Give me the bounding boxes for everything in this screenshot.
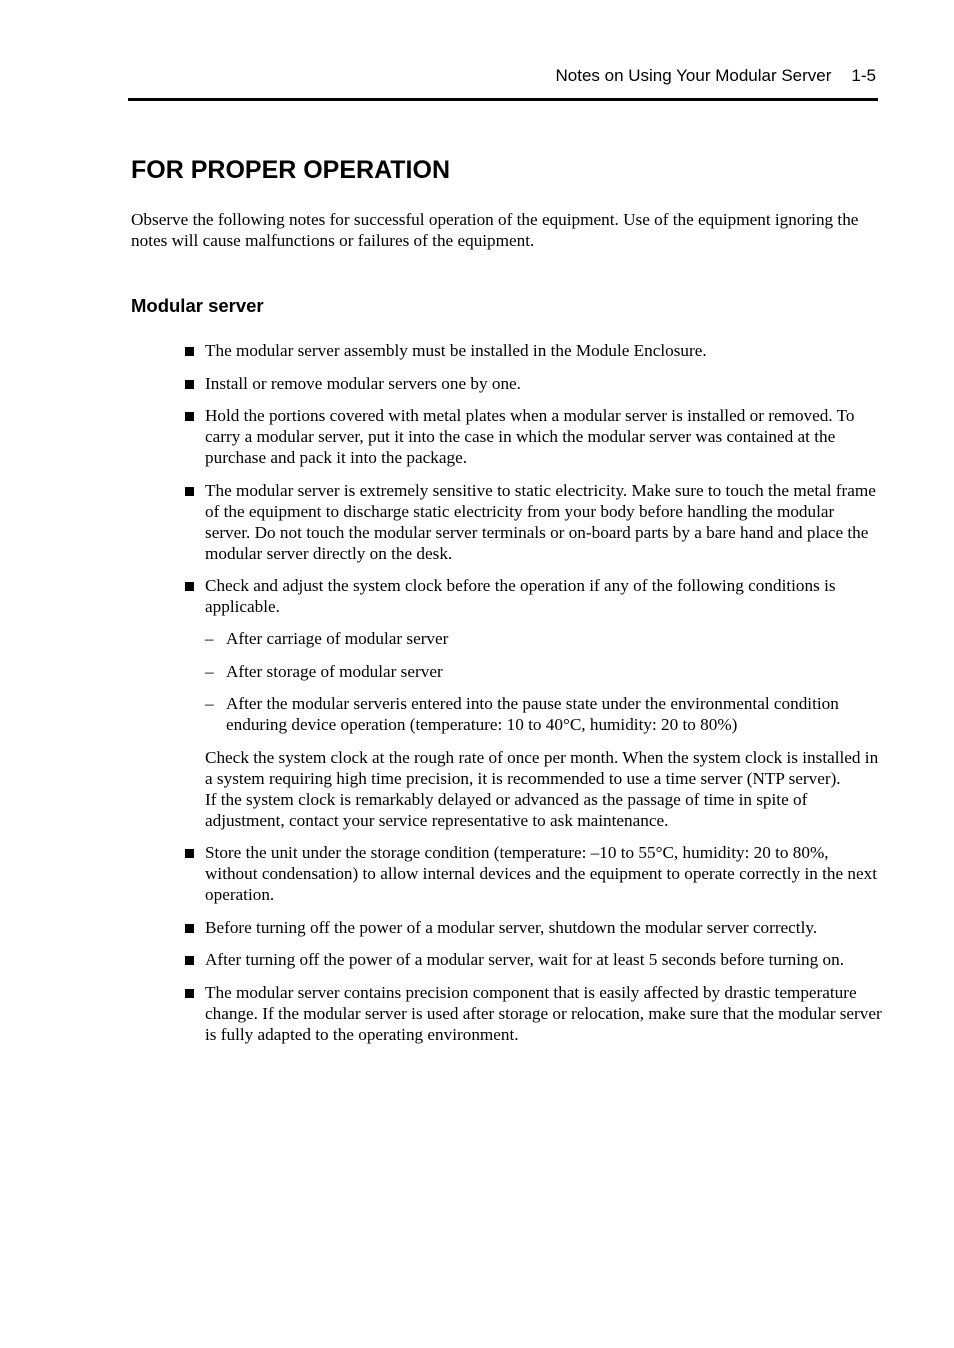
dash-bullet-icon: – [205, 661, 214, 681]
sublist-item-text: After the modular serveris entered into the pause state under the environmental condition enduring device operation (temperature: 10 to 40°C, humidity: 20 to 80%) [226, 694, 839, 734]
header-title: Notes on Using Your Modular Server [555, 66, 832, 85]
sublist-item [205, 628, 883, 649]
list-item-text: Store the unit under the storage condition (temperature: –10 to 55°C, humidity: 20 to 80%, without condensation) to allow internal devices and the equipment to operate correctly in the next operation. [205, 843, 878, 904]
list-item-text: The modular server contains precision component that is easily affected by drastic temperature change. If the modular server is used after storage or relocation, make sure that the modular server is fully adapted to the operating environment. [205, 982, 882, 1044]
list-item-text: Check and adjust the system clock before the operation if any of the following conditions is applicable. [205, 576, 836, 616]
square-bullet-icon [185, 582, 194, 591]
subsection-title: Modular server [131, 295, 264, 316]
sublist-item [205, 661, 883, 682]
page-number: 1-5 [851, 66, 876, 85]
square-bullet-icon [185, 380, 194, 389]
notes-list [183, 340, 883, 1056]
list-item [183, 480, 883, 564]
list-item [183, 917, 883, 938]
square-bullet-icon [185, 347, 194, 356]
square-bullet-icon [185, 924, 194, 933]
dash-bullet-icon: – [205, 694, 214, 713]
condition-sublist [205, 628, 883, 735]
list-item [183, 405, 883, 468]
header-text [555, 66, 876, 86]
square-bullet-icon [185, 956, 194, 965]
list-item [183, 340, 883, 361]
list-item-text: The modular server assembly must be installed in the Module Enclosure. [205, 341, 707, 360]
list-item-text: Install or remove modular servers one by one. [205, 373, 521, 393]
section-title: FOR PROPER OPERATION [131, 156, 451, 184]
intro-paragraph: Observe the following notes for successful operation of the equipment. Use of the equipment ignoring the notes will cause malfunctions or failures of the equipment. [131, 210, 859, 250]
list-item [183, 949, 883, 970]
list-item [183, 982, 883, 1045]
list-item [183, 842, 883, 905]
list-item-text: After turning off the power of a modular server, wait for at least 5 seconds before turning on. [205, 950, 845, 969]
sublist-item-text: After storage of modular server [226, 661, 443, 681]
sublist-item [205, 693, 883, 735]
list-item-text: Hold the portions covered with metal plates when a modular server is installed or removed. To carry a modular server, put it into the case in which the modular server was contained at the purchase and pack it into the package. [205, 406, 855, 467]
square-bullet-icon [185, 487, 194, 496]
square-bullet-icon [185, 989, 194, 998]
list-item [183, 373, 883, 394]
list-item-text: Before turning off the power of a modular server, shutdown the modular server correctly. [205, 917, 818, 937]
clock-maintenance-paragraph: If the system clock is remarkably delayed or advanced as the passage of time in spite of adjustment, contact your service representative to ask maintenance. [205, 789, 808, 830]
clock-note-paragraph: Check the system clock at the rough rate of once per month. When the system clock is installed in a system requiring high time precision, it is recommended to use a time server (NTP server). [205, 747, 879, 788]
page-header [128, 64, 878, 101]
list-item [183, 575, 883, 831]
list-item-text: The modular server is extremely sensitive to static electricity. Make sure to touch the metal frame of the equipment to discharge static electricity from your body before handling the modular server. Do not touch the modular server terminals or on-board parts by a bare hand and place the modular server directly on the desk. [205, 480, 876, 563]
square-bullet-icon [185, 412, 194, 421]
square-bullet-icon [185, 849, 194, 858]
sublist-item-text: After carriage of modular server [226, 629, 449, 648]
dash-bullet-icon: – [205, 629, 214, 648]
